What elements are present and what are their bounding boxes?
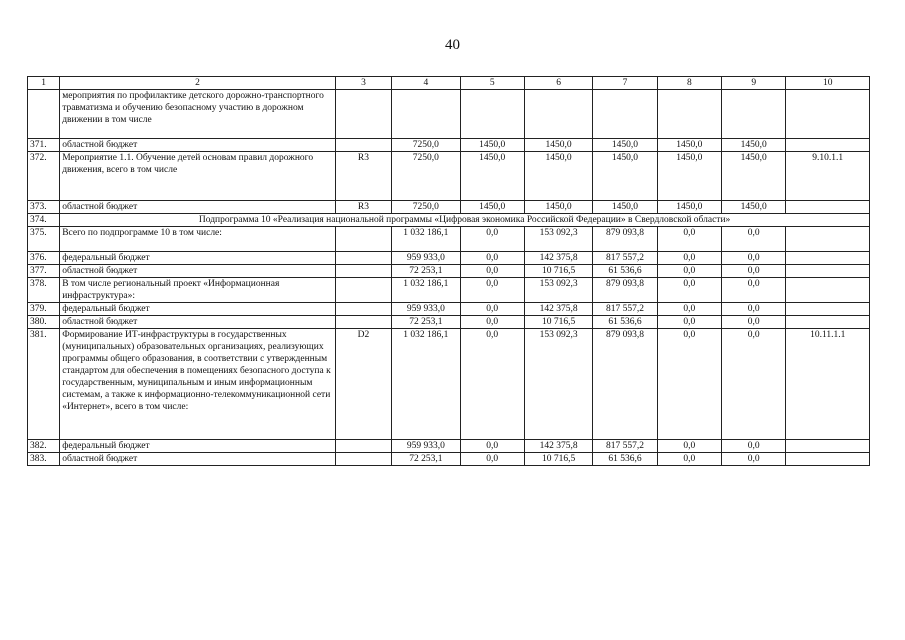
row-value-9: 0,0 xyxy=(722,252,786,265)
row-value-7: 61 536,6 xyxy=(593,453,657,466)
table-row xyxy=(28,152,870,201)
row-value-6: 142 375,8 xyxy=(524,303,592,316)
row-value-7: 817 557,2 xyxy=(593,303,657,316)
row-value-6: 10 716,5 xyxy=(524,316,592,329)
subprogram-row xyxy=(28,214,870,227)
column-header: 8 xyxy=(657,77,721,90)
table-row xyxy=(28,227,870,252)
row-value-9: 0,0 xyxy=(722,227,786,252)
row-name: В том числе региональный проект «Информационная инфраструктура»: xyxy=(60,278,336,303)
row-value-7: 817 557,2 xyxy=(593,440,657,453)
table-row xyxy=(28,265,870,278)
column-header: 10 xyxy=(786,77,870,90)
row-value-5: 0,0 xyxy=(460,453,524,466)
row-value-5: 0,0 xyxy=(460,329,524,440)
row-value-5: 1450,0 xyxy=(460,152,524,201)
row-value-5: 0,0 xyxy=(460,227,524,252)
page-number: 40 xyxy=(445,37,460,53)
column-header: 1 xyxy=(28,77,60,90)
row-name: областной бюджет xyxy=(60,139,336,152)
row-value-10 xyxy=(786,227,870,252)
row-code xyxy=(335,252,391,265)
row-value-8: 0,0 xyxy=(657,440,721,453)
row-value-7: 879 093,8 xyxy=(593,278,657,303)
row-code xyxy=(335,316,391,329)
row-value-7: 1450,0 xyxy=(593,201,657,214)
budget-table xyxy=(27,76,870,466)
row-value-8: 1450,0 xyxy=(657,201,721,214)
row-value-8: 0,0 xyxy=(657,303,721,316)
row-value-7 xyxy=(593,90,657,139)
row-value-6: 153 092,3 xyxy=(524,227,592,252)
row-code xyxy=(335,278,391,303)
row-value-8: 0,0 xyxy=(657,252,721,265)
row-value-6: 10 716,5 xyxy=(524,453,592,466)
row-code xyxy=(335,139,391,152)
row-code: R3 xyxy=(335,201,391,214)
column-header: 5 xyxy=(460,77,524,90)
row-value-4: 72 253,1 xyxy=(392,316,460,329)
column-header: 3 xyxy=(335,77,391,90)
row-value-8: 0,0 xyxy=(657,227,721,252)
column-header: 9 xyxy=(722,77,786,90)
row-name: федеральный бюджет xyxy=(60,303,336,316)
row-value-10 xyxy=(786,316,870,329)
row-index: 380. xyxy=(28,316,60,329)
row-value-4: 7250,0 xyxy=(392,139,460,152)
row-code xyxy=(335,453,391,466)
row-code xyxy=(335,265,391,278)
row-value-8: 0,0 xyxy=(657,329,721,440)
row-value-10 xyxy=(786,278,870,303)
row-value-4: 7250,0 xyxy=(392,152,460,201)
row-index: 375. xyxy=(28,227,60,252)
row-name: Всего по подпрограмме 10 в том числе: xyxy=(60,227,336,252)
row-index: 383. xyxy=(28,453,60,466)
row-index: 381. xyxy=(28,329,60,440)
row-value-6: 1450,0 xyxy=(524,139,592,152)
table-row xyxy=(28,90,870,139)
row-code: R3 xyxy=(335,152,391,201)
row-value-6 xyxy=(524,90,592,139)
column-header: 4 xyxy=(392,77,460,90)
row-index: 371. xyxy=(28,139,60,152)
row-name: федеральный бюджет xyxy=(60,252,336,265)
row-value-4: 1 032 186,1 xyxy=(392,227,460,252)
row-index: 376. xyxy=(28,252,60,265)
table-row xyxy=(28,252,870,265)
row-value-7: 1450,0 xyxy=(593,139,657,152)
row-value-9: 1450,0 xyxy=(722,152,786,201)
table-row xyxy=(28,303,870,316)
row-value-4: 959 933,0 xyxy=(392,252,460,265)
row-value-4: 1 032 186,1 xyxy=(392,278,460,303)
row-value-4 xyxy=(392,90,460,139)
row-value-6: 142 375,8 xyxy=(524,440,592,453)
row-index xyxy=(28,90,60,139)
row-value-10 xyxy=(786,90,870,139)
row-value-9: 0,0 xyxy=(722,303,786,316)
row-value-7: 879 093,8 xyxy=(593,329,657,440)
table-row xyxy=(28,139,870,152)
row-index: 379. xyxy=(28,303,60,316)
row-value-7: 1450,0 xyxy=(593,152,657,201)
table-row xyxy=(28,329,870,440)
row-value-10 xyxy=(786,440,870,453)
row-value-6: 142 375,8 xyxy=(524,252,592,265)
row-value-9: 0,0 xyxy=(722,265,786,278)
row-name: областной бюджет xyxy=(60,316,336,329)
row-value-4: 7250,0 xyxy=(392,201,460,214)
row-value-5: 1450,0 xyxy=(460,139,524,152)
row-value-9: 0,0 xyxy=(722,278,786,303)
row-value-5 xyxy=(460,90,524,139)
row-value-9 xyxy=(722,90,786,139)
column-header: 2 xyxy=(60,77,336,90)
row-name: областной бюджет xyxy=(60,201,336,214)
row-value-10 xyxy=(786,453,870,466)
row-name: Формирование ИТ-инфраструктуры в государственных (муниципальных) образовательных организациях, реализующих программы общего образования, в соответствии с утвержденным стандартом для обеспечения в помещениях безопасного доступа к государственным, муниципальным и иным информационным системам, а также к информационно-телекоммуникационной сети «Интернет», всего в том числе: xyxy=(60,329,336,440)
row-value-8: 1450,0 xyxy=(657,139,721,152)
row-value-10: 10.11.1.1 xyxy=(786,329,870,440)
row-value-9: 0,0 xyxy=(722,329,786,440)
row-value-7: 61 536,6 xyxy=(593,316,657,329)
table-row xyxy=(28,201,870,214)
row-value-9: 0,0 xyxy=(722,453,786,466)
row-value-5: 0,0 xyxy=(460,278,524,303)
row-value-10 xyxy=(786,252,870,265)
row-value-8 xyxy=(657,90,721,139)
row-value-5: 1450,0 xyxy=(460,201,524,214)
row-index: 372. xyxy=(28,152,60,201)
row-value-4: 1 032 186,1 xyxy=(392,329,460,440)
table-row xyxy=(28,316,870,329)
row-index: 374. xyxy=(28,214,60,227)
row-value-6: 153 092,3 xyxy=(524,329,592,440)
row-name: областной бюджет xyxy=(60,265,336,278)
row-index: 378. xyxy=(28,278,60,303)
row-value-8: 0,0 xyxy=(657,453,721,466)
row-index: 382. xyxy=(28,440,60,453)
table-row xyxy=(28,440,870,453)
row-value-5: 0,0 xyxy=(460,303,524,316)
row-value-4: 959 933,0 xyxy=(392,303,460,316)
row-code xyxy=(335,303,391,316)
table-row xyxy=(28,278,870,303)
row-value-9: 1450,0 xyxy=(722,139,786,152)
row-value-9: 0,0 xyxy=(722,440,786,453)
subprogram-title: Подпрограмма 10 «Реализация национальной программы «Цифровая экономика Российской Федерации» в Свердловской области» xyxy=(60,214,870,227)
row-value-8: 1450,0 xyxy=(657,152,721,201)
column-header: 7 xyxy=(593,77,657,90)
row-code xyxy=(335,440,391,453)
row-value-5: 0,0 xyxy=(460,252,524,265)
row-value-8: 0,0 xyxy=(657,278,721,303)
row-value-8: 0,0 xyxy=(657,316,721,329)
row-value-10 xyxy=(786,303,870,316)
row-value-5: 0,0 xyxy=(460,316,524,329)
row-value-9: 0,0 xyxy=(722,316,786,329)
row-value-4: 72 253,1 xyxy=(392,453,460,466)
row-value-10 xyxy=(786,139,870,152)
row-name: областной бюджет xyxy=(60,453,336,466)
row-value-8: 0,0 xyxy=(657,265,721,278)
row-value-6: 153 092,3 xyxy=(524,278,592,303)
row-value-10 xyxy=(786,201,870,214)
row-value-9: 1450,0 xyxy=(722,201,786,214)
row-value-6: 1450,0 xyxy=(524,152,592,201)
row-code xyxy=(335,227,391,252)
row-index: 377. xyxy=(28,265,60,278)
row-code: D2 xyxy=(335,329,391,440)
row-value-6: 10 716,5 xyxy=(524,265,592,278)
row-value-4: 959 933,0 xyxy=(392,440,460,453)
row-name: Мероприятие 1.1. Обучение детей основам правил дорожного движения, всего в том числе xyxy=(60,152,336,201)
row-code xyxy=(335,90,391,139)
row-value-10 xyxy=(786,265,870,278)
column-header: 6 xyxy=(524,77,592,90)
row-value-7: 61 536,6 xyxy=(593,265,657,278)
row-value-6: 1450,0 xyxy=(524,201,592,214)
row-value-7: 817 557,2 xyxy=(593,252,657,265)
table-row xyxy=(28,453,870,466)
row-index: 373. xyxy=(28,201,60,214)
row-name: федеральный бюджет xyxy=(60,440,336,453)
row-value-4: 72 253,1 xyxy=(392,265,460,278)
row-value-5: 0,0 xyxy=(460,440,524,453)
row-value-10: 9.10.1.1 xyxy=(786,152,870,201)
header-row xyxy=(28,77,870,90)
row-value-7: 879 093,8 xyxy=(593,227,657,252)
row-name: мероприятия по профилактике детского дорожно-транспортного травматизма и обучению безопасному участию в дорожном движении в том числе xyxy=(60,90,336,139)
row-value-5: 0,0 xyxy=(460,265,524,278)
